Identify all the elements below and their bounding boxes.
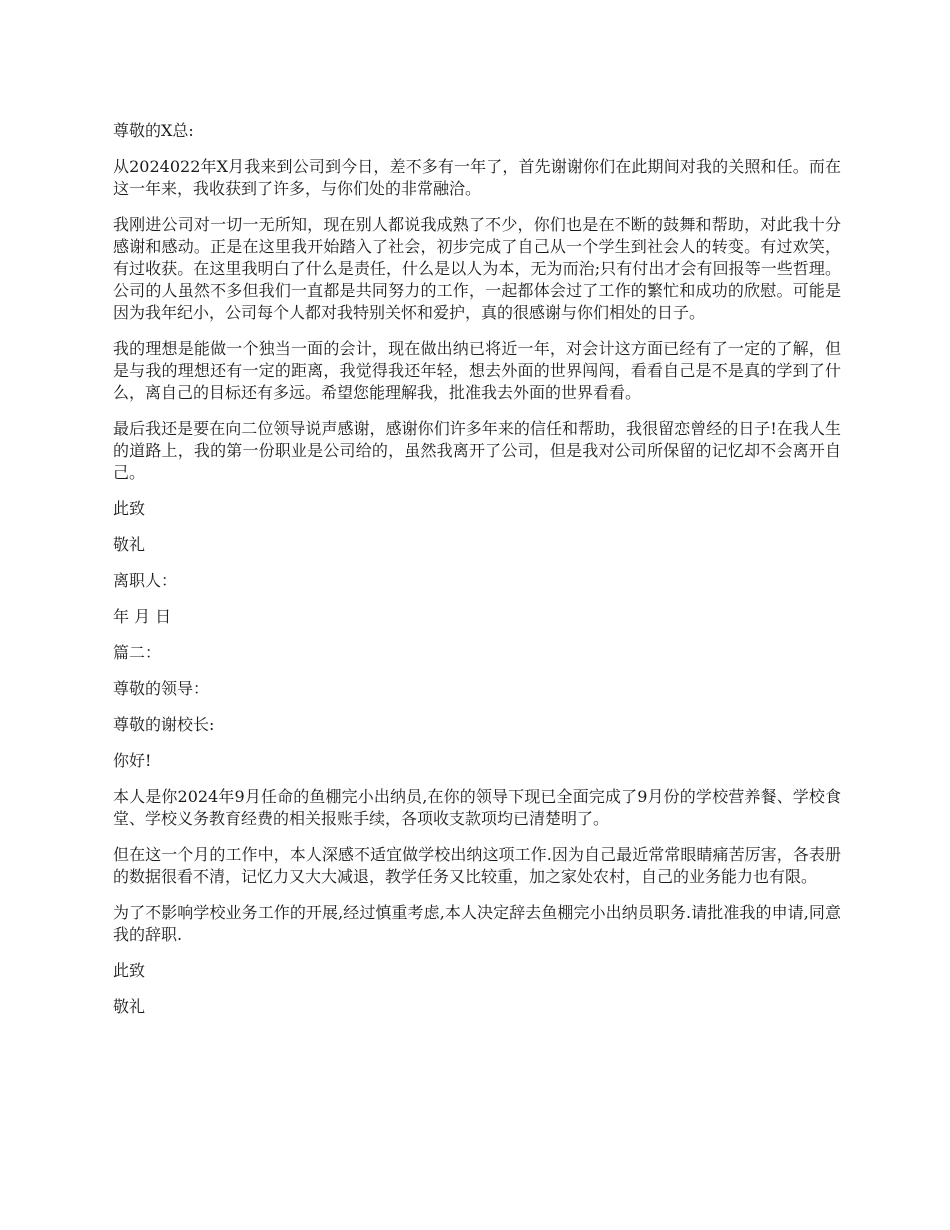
date-line: 年 月 日: [113, 607, 172, 626]
signature-label: 离职人：: [113, 571, 178, 590]
document-body: [113, 120, 841, 1032]
paragraph-reasons: 但在这一个月的工作中，本人深感不适宜做学校出纳这项工作.因为自己最近常常眼睛痛苦厉害，各表册的数据很看不清，记忆力又大大减退，教学任务又比较重，加之家处农村，自己的业务能力也有限。: [113, 845, 841, 886]
paragraph-ideal: 我的理想是能做一个独当一面的会计，现在做出纳已将近一年，对会计这方面已经有了一定的了解，但是与我的理想还有一定的距离，我觉得我还年轻，想去外面的世界闯闯，看看自己是不是真的学到了什么，离自己的目标还有多远。希望您能理解我，批准我去外面的世界看看。: [113, 339, 841, 402]
salutation: 尊敬的X总:: [113, 121, 194, 140]
section-heading: 篇二：: [113, 643, 162, 662]
paragraph-intro: 从2024022年X月我来到公司到今日，差不多有一年了，首先谢谢你们在此期间对我的关照和任。而在这一年来，我收获到了许多，与你们处的非常融洽。: [113, 157, 841, 198]
paragraph-request: 为了不影响学校业务工作的开展,经过慎重考虑,本人决定辞去鱼棚完小出纳员职务.请批准我的申请,同意我的辞职.: [113, 903, 841, 944]
closing-jingli: 敬礼: [113, 535, 146, 554]
salutation-principal: 尊敬的谢校长:: [113, 715, 215, 734]
closing-jingli-2: 敬礼: [113, 997, 146, 1016]
paragraph-appointment: 本人是你2024年9月任命的鱼棚完小出纳员,在你的领导下现已全面完成了9月份的学校营养餐、学校食堂、学校义务教育经费的相关报账手续，各项收支款项均已清楚明了。: [113, 787, 841, 828]
salutation-leader: 尊敬的领导：: [113, 679, 210, 698]
closing-cizhi: 此致: [113, 499, 146, 518]
paragraph-gratitude: 我刚进公司对一切一无所知，现在别人都说我成熟了不少，你们也是在不断的鼓舞和帮助，对此我十分感谢和感动。正是在这里我开始踏入了社会，初步完成了自己从一个学生到社会人的转变。有过欢笑，有过收获。在这里我明白了什么是责任，什么是以人为本，无为而治;只有付出才会有回报等一些哲理。公司的人虽然不多但我们一直都是共同努力的工作，一起都体会过了工作的繁忙和成功的欣慰。可能是因为我年纪小，公司每个人都对我特别关怀和爱护，真的很感谢与你们相处的日子。: [113, 215, 841, 322]
paragraph-closing: 最后我还是要在向二位领导说声感谢，感谢你们许多年来的信任和帮助，我很留恋曾经的日子!在我人生的道路上，我的第一份职业是公司给的，虽然我离开了公司，但是我对公司所保留的记忆却不会离开自己。: [113, 419, 841, 482]
greeting: 你好!: [113, 751, 152, 770]
closing-cizhi-2: 此致: [113, 961, 146, 980]
